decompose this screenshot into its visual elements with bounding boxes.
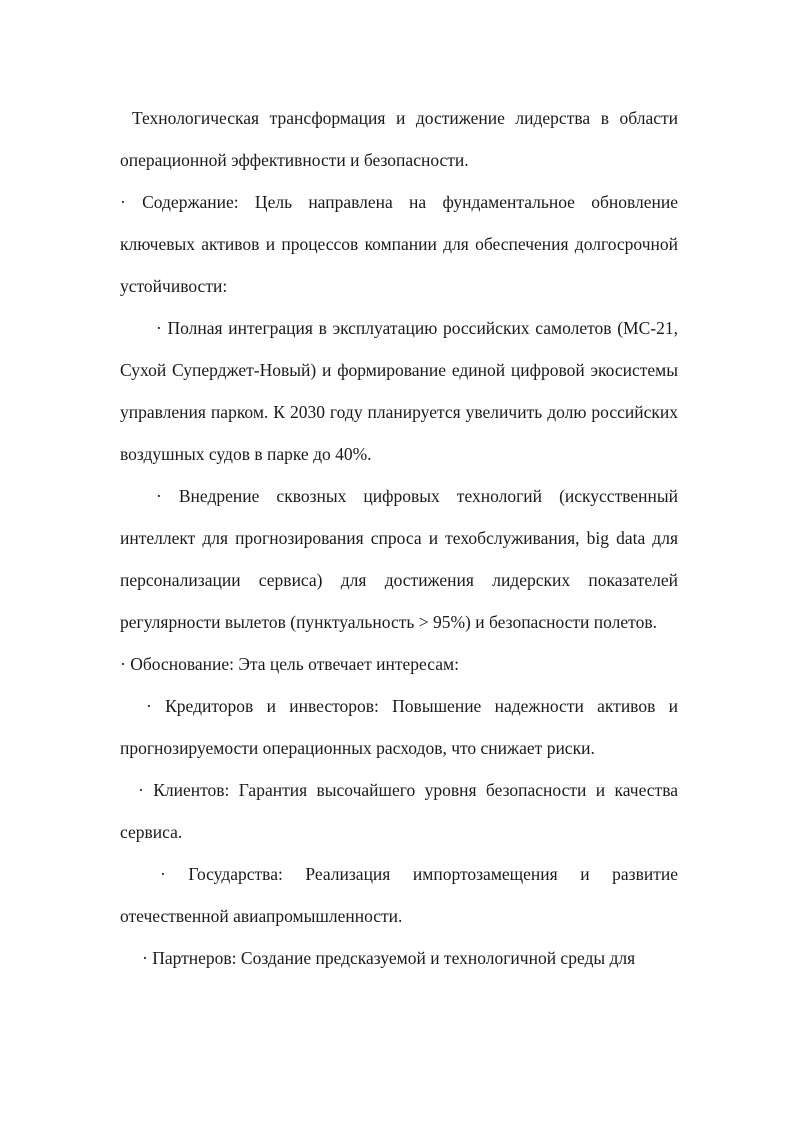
content-paragraph: · Содержание: Цель направлена на фундаментальное обновление ключевых активов и процессов компании для обеспечения долгосрочной устойчивости: (120, 192, 678, 296)
goal-title-paragraph: Технологическая трансформация и достижение лидерства в области операционной эффективности и безопасности. (120, 108, 678, 170)
justification-paragraph: · Обоснование: Эта цель отвечает интересам: (120, 654, 459, 674)
creditors-item: · Кредиторов и инвесторов: Повышение надежности активов и прогнозируемости операционных расходов, что снижает риски. (120, 696, 678, 758)
digital-technologies-item: · Внедрение сквозных цифровых технологий (искусственный интеллект для прогнозирования спроса и техобслуживания, big data для персонализации сервиса) для достижения лидерских показателей регулярности вылетов (пунктуальность > 95%) и безопасности полетов. (120, 486, 678, 632)
clients-item: · Клиентов: Гарантия высочайшего уровня безопасности и качества сервиса. (120, 780, 678, 842)
document-body (120, 97, 678, 979)
aircraft-integration-item: · Полная интеграция в эксплуатацию российских самолетов (МС-21, Сухой Суперджет-Новый) и формирование единой цифровой экосистемы управления парком. К 2030 году планируется увеличить долю российских воздушных судов в парке до 40%. (120, 318, 678, 464)
state-item: · Государства: Реализация импортозамещения и развитие отечественной авиапромышленности. (120, 864, 678, 926)
partners-item: · Партнеров: Создание предсказуемой и технологичной среды для (142, 948, 636, 968)
